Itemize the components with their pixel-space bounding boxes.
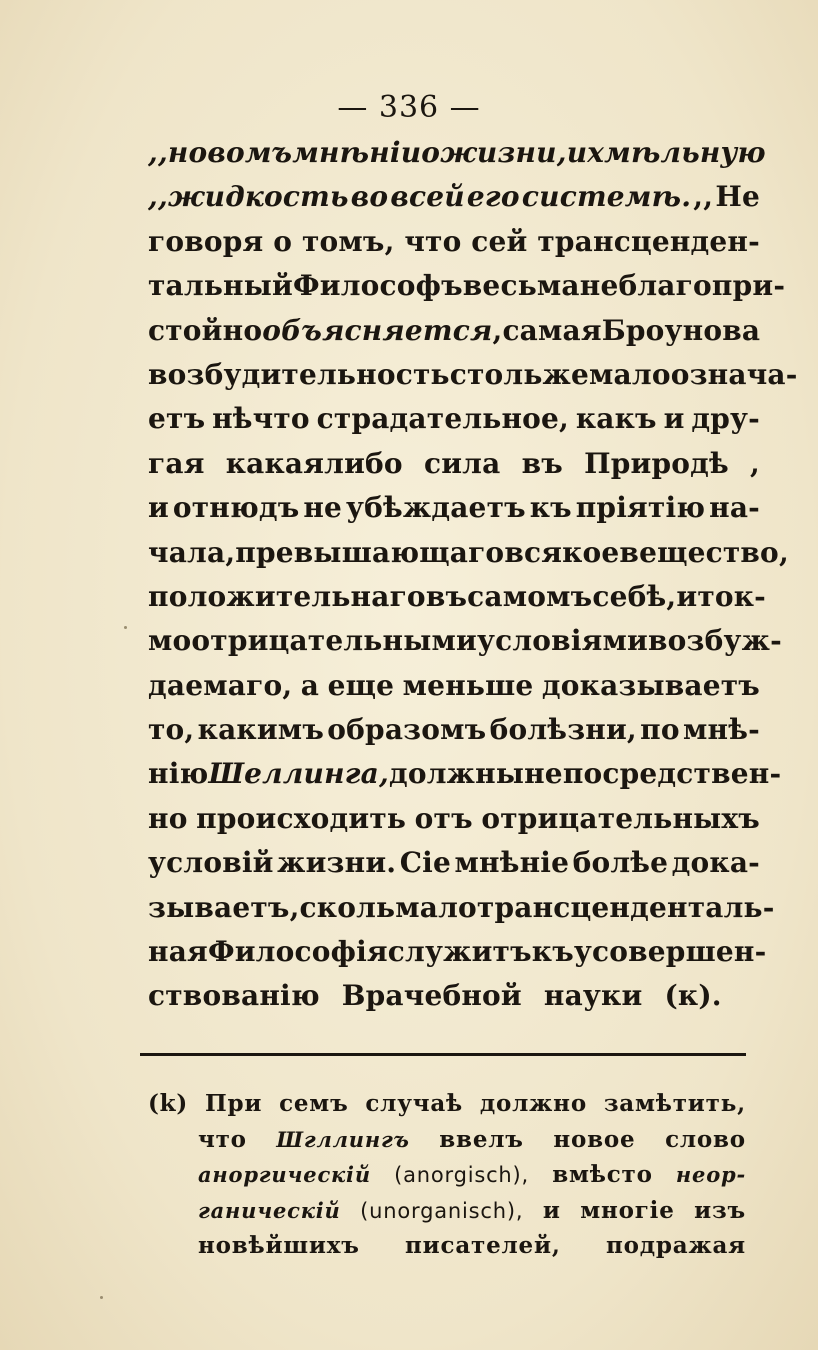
body-line (148, 846, 760, 890)
main-text (148, 136, 798, 1024)
body-word: положительнаго (148, 579, 426, 613)
body-word: во (350, 180, 389, 214)
footnote-line (148, 1126, 746, 1162)
body-word: происходить (196, 801, 407, 835)
body-word: сколь (299, 890, 396, 924)
body-word: науки (543, 979, 643, 1013)
footnote-word: Шгллингъ (276, 1126, 410, 1152)
body-line (148, 491, 760, 535)
body-word: но (148, 801, 188, 835)
body-line (148, 535, 789, 580)
body-word: отнюдъ (172, 491, 300, 525)
body-word: ствованiю (148, 979, 320, 1013)
body-word: жизни. (277, 846, 397, 880)
body-line (148, 979, 760, 1023)
body-word: меньше (402, 668, 534, 702)
body-word: возбуж- (648, 624, 782, 658)
body-word: трансценденталь- (476, 890, 775, 924)
body-word: системѣ. (521, 180, 692, 214)
body-word: ,,жидкость (148, 180, 349, 214)
body-word: а (300, 668, 320, 702)
body-word: даемаго, (148, 668, 293, 702)
footnote (148, 1090, 746, 1268)
body-word: весьма (462, 269, 580, 303)
body-word: нiю (148, 757, 209, 791)
footnote-word: случаѣ (365, 1090, 464, 1117)
body-word: въ (521, 446, 563, 480)
body-word: доказываетъ (541, 668, 760, 702)
body-word: вещество (619, 535, 779, 569)
body-word: тальный (148, 269, 293, 303)
body-word: отрицательныхъ (481, 801, 760, 835)
body-word: жизни, (440, 136, 567, 169)
footnote-word: семъ (279, 1090, 349, 1117)
body-line (148, 935, 767, 979)
body-word: страдательное, (316, 402, 570, 436)
body-word: и (663, 402, 685, 436)
body-word: мало (589, 357, 671, 391)
body-word: дру- (691, 402, 760, 436)
body-line (148, 890, 775, 935)
footnote-word: анoргическiй (198, 1162, 371, 1187)
body-word: то, (148, 713, 195, 747)
body-word: Врачебной (341, 979, 522, 1013)
body-word: гая (148, 446, 205, 480)
body-word: стойно (148, 313, 263, 347)
body-word: трансценден- (537, 224, 760, 258)
body-line (148, 402, 760, 446)
body-line (148, 225, 760, 269)
page-number: — 336 — (337, 90, 481, 125)
body-word: етъ (148, 402, 206, 436)
body-word: , (750, 446, 760, 480)
body-word: себѣ, (592, 579, 677, 613)
body-word: по (640, 713, 680, 747)
footnote-rule (140, 1053, 746, 1056)
body-word: къ (531, 935, 574, 969)
body-word: на- (709, 491, 760, 525)
body-word: мнѣнiе (454, 846, 570, 880)
footnote-word: ганическiй (198, 1197, 341, 1223)
body-line (148, 579, 766, 624)
body-word: (к). (664, 979, 722, 1013)
body-line (148, 180, 760, 224)
footnote-word: должно (479, 1090, 587, 1117)
footnote-word: изъ (694, 1196, 746, 1224)
body-word: сей (471, 224, 528, 258)
body-line (148, 624, 782, 668)
footnote-word: новѣйшихъ (198, 1232, 360, 1259)
body-line (148, 136, 766, 180)
footnote-word: подражая (605, 1232, 746, 1259)
body-word: ток- (697, 579, 766, 613)
body-word: томъ, (301, 224, 395, 258)
paper-speck (100, 1296, 103, 1299)
body-word: болѣе (572, 846, 669, 880)
body-word: сила (423, 446, 501, 480)
body-word: самая (502, 313, 602, 347)
body-word: что (404, 224, 462, 258)
paper-speck (124, 626, 127, 629)
body-word: превышающаго (235, 535, 505, 569)
body-word: и (148, 491, 169, 525)
body-word: къ (529, 491, 572, 525)
body-word: образомъ (327, 713, 487, 747)
body-word: неблагопри- (579, 269, 786, 303)
footnote-word: новое (553, 1125, 636, 1153)
body-word: Природѣ (584, 446, 729, 480)
body-word: отрицательными (191, 624, 477, 658)
footnote-word: вмѣсто (552, 1161, 653, 1188)
footnote-word: что (198, 1125, 247, 1153)
body-word: въ (425, 579, 468, 613)
body-line (148, 757, 782, 801)
body-word: прiятiю (575, 491, 706, 525)
body-word: непосредствен- (524, 757, 782, 791)
body-word: ная (148, 935, 208, 969)
body-word: мнѣ- (683, 713, 760, 747)
footnote-word: многiе (580, 1196, 675, 1224)
footnote-word: писателей, (405, 1232, 561, 1259)
footnote-line (148, 1161, 746, 1197)
body-line (148, 713, 760, 757)
body-word: условiй (148, 846, 274, 880)
footnote-word: замѣтить, (603, 1090, 746, 1117)
footnote-line (148, 1232, 746, 1268)
body-word: мо (148, 624, 192, 658)
body-word: , (492, 313, 503, 347)
body-word: всей (390, 180, 465, 214)
body-word: самомъ (467, 579, 593, 613)
body-word: Философъ (292, 269, 463, 303)
body-word: не (303, 491, 343, 525)
body-word: чала, (148, 535, 236, 569)
body-word: всякое (504, 535, 620, 569)
body-word: болѣзни, (489, 713, 637, 747)
body-word: возбудительность (148, 357, 450, 391)
body-line (148, 447, 760, 491)
footnote-word: и (542, 1196, 561, 1224)
body-word: и (566, 136, 588, 169)
body-word: , (778, 535, 789, 569)
body-word: какъ (575, 402, 657, 436)
body-word: хмѣльную (587, 136, 766, 169)
body-word: Броунова (601, 313, 761, 347)
body-word: усовершен- (573, 935, 767, 969)
body-line (148, 669, 760, 713)
body-word: условiями (476, 624, 649, 658)
body-word: говоря (148, 224, 264, 258)
body-word: его (466, 180, 520, 214)
body-line (148, 314, 760, 358)
footnote-word: (anorgisch), (394, 1163, 530, 1187)
body-word: Сiе (399, 846, 452, 880)
body-word: мало (395, 890, 477, 924)
body-word: мнѣніи (292, 136, 422, 169)
footnote-line (148, 1197, 746, 1233)
footnote-word: (k) (148, 1090, 189, 1117)
body-word: Философiя (207, 935, 388, 969)
body-word: Не (715, 180, 760, 214)
body-word: о (273, 224, 293, 258)
body-word: объясняется (262, 313, 493, 347)
body-word: должны (388, 757, 525, 791)
body-line (148, 357, 798, 402)
footnote-word: слово (665, 1125, 746, 1153)
body-word: стольже (449, 357, 590, 391)
body-word: ,,новомъ (148, 136, 293, 169)
footnote-word: (unorganisch), (360, 1198, 524, 1223)
body-word: ,, (693, 180, 714, 214)
body-word: зываетъ, (148, 890, 300, 924)
footnote-line (148, 1090, 746, 1126)
body-word: еще (327, 668, 395, 702)
footnote-word: ввелъ (439, 1125, 524, 1153)
body-line (148, 269, 786, 313)
body-word: какимъ (197, 713, 325, 747)
body-word: отъ (414, 801, 473, 835)
body-word: какаялибо (225, 446, 403, 480)
footnote-word: При (204, 1090, 263, 1117)
body-word: Шеллинга, (208, 757, 389, 791)
body-word: означа- (670, 357, 798, 391)
body-word: о (421, 136, 441, 169)
body-word: служитъ (387, 935, 532, 969)
body-word: убѣждаетъ (345, 491, 526, 525)
body-word: нѣчто (212, 402, 310, 436)
footnote-word: неор- (675, 1162, 746, 1187)
body-word: и (676, 579, 698, 613)
body-word: дока- (671, 846, 760, 880)
body-line (148, 802, 760, 846)
